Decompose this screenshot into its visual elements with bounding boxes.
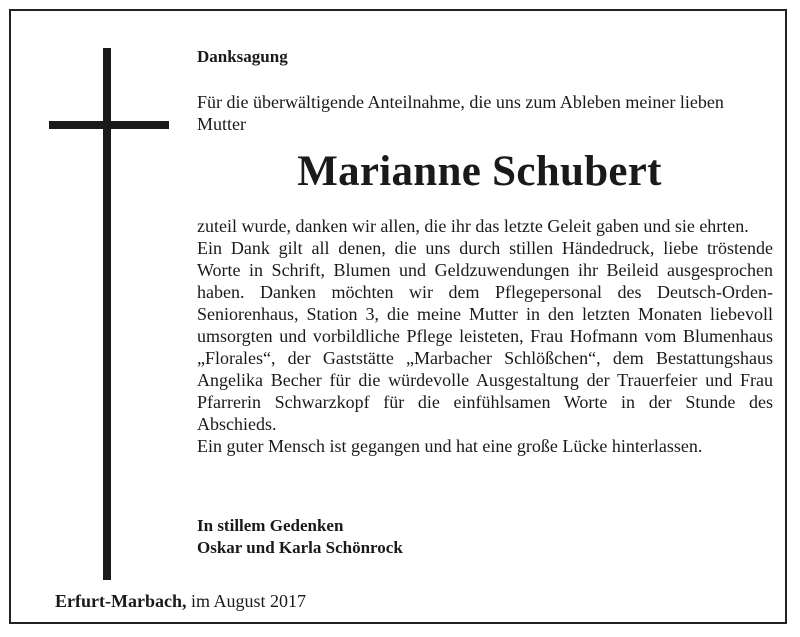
notice-heading: Danksagung [197,47,288,66]
obituary-notice [9,9,787,624]
notice-date: im August 2017 [186,591,306,611]
place-city: Erfurt-Marbach, [55,591,187,611]
intro-text: Für die überwältigende Anteilnahme, die uns zum Ableben meiner lieben Mutter [197,92,724,134]
body-paragraph: zuteil wurde, danken wir allen, die ihr das letzte Geleit gaben und sie ehrten. [197,216,749,236]
body-paragraph: Ein guter Mensch ist gegangen und hat eine große Lücke hinterlassen. [197,436,703,456]
signoff [197,515,403,559]
signoff-names: Oskar und Karla Schönrock [197,538,403,557]
place-date [55,591,306,612]
thanks-body [197,215,773,457]
cross-icon-bar [49,121,169,129]
signoff-line: In stillem Gedenken [197,516,344,535]
body-paragraph: Ein Dank gilt all denen, die uns durch stillen Händedruck, liebe tröstende Worte in Schrift, Blumen und Geldzuwendungen ihr Beileid ausgesprochen haben. Danken möchten wir dem Pflegepersonal des Deutsch-Orden-Seniorenhaus, Station 3, die meine Mutter in den letzten Monaten liebevoll umsorgten und vorbildliche Pflege leisteten, Frau Hofmann vom Blumenhaus „Florales“, der Gaststätte „Marbacher Schlößchen“, dem Bestattungshaus Angelika Becher für die würdevolle Ausgestaltung der Trauerfeier und Frau Pfarrerin Schwarzkopf für die einfühlsamen Worte in der Stunde des Abschieds. [197,238,773,434]
deceased-name: Marianne Schubert [297,148,662,195]
